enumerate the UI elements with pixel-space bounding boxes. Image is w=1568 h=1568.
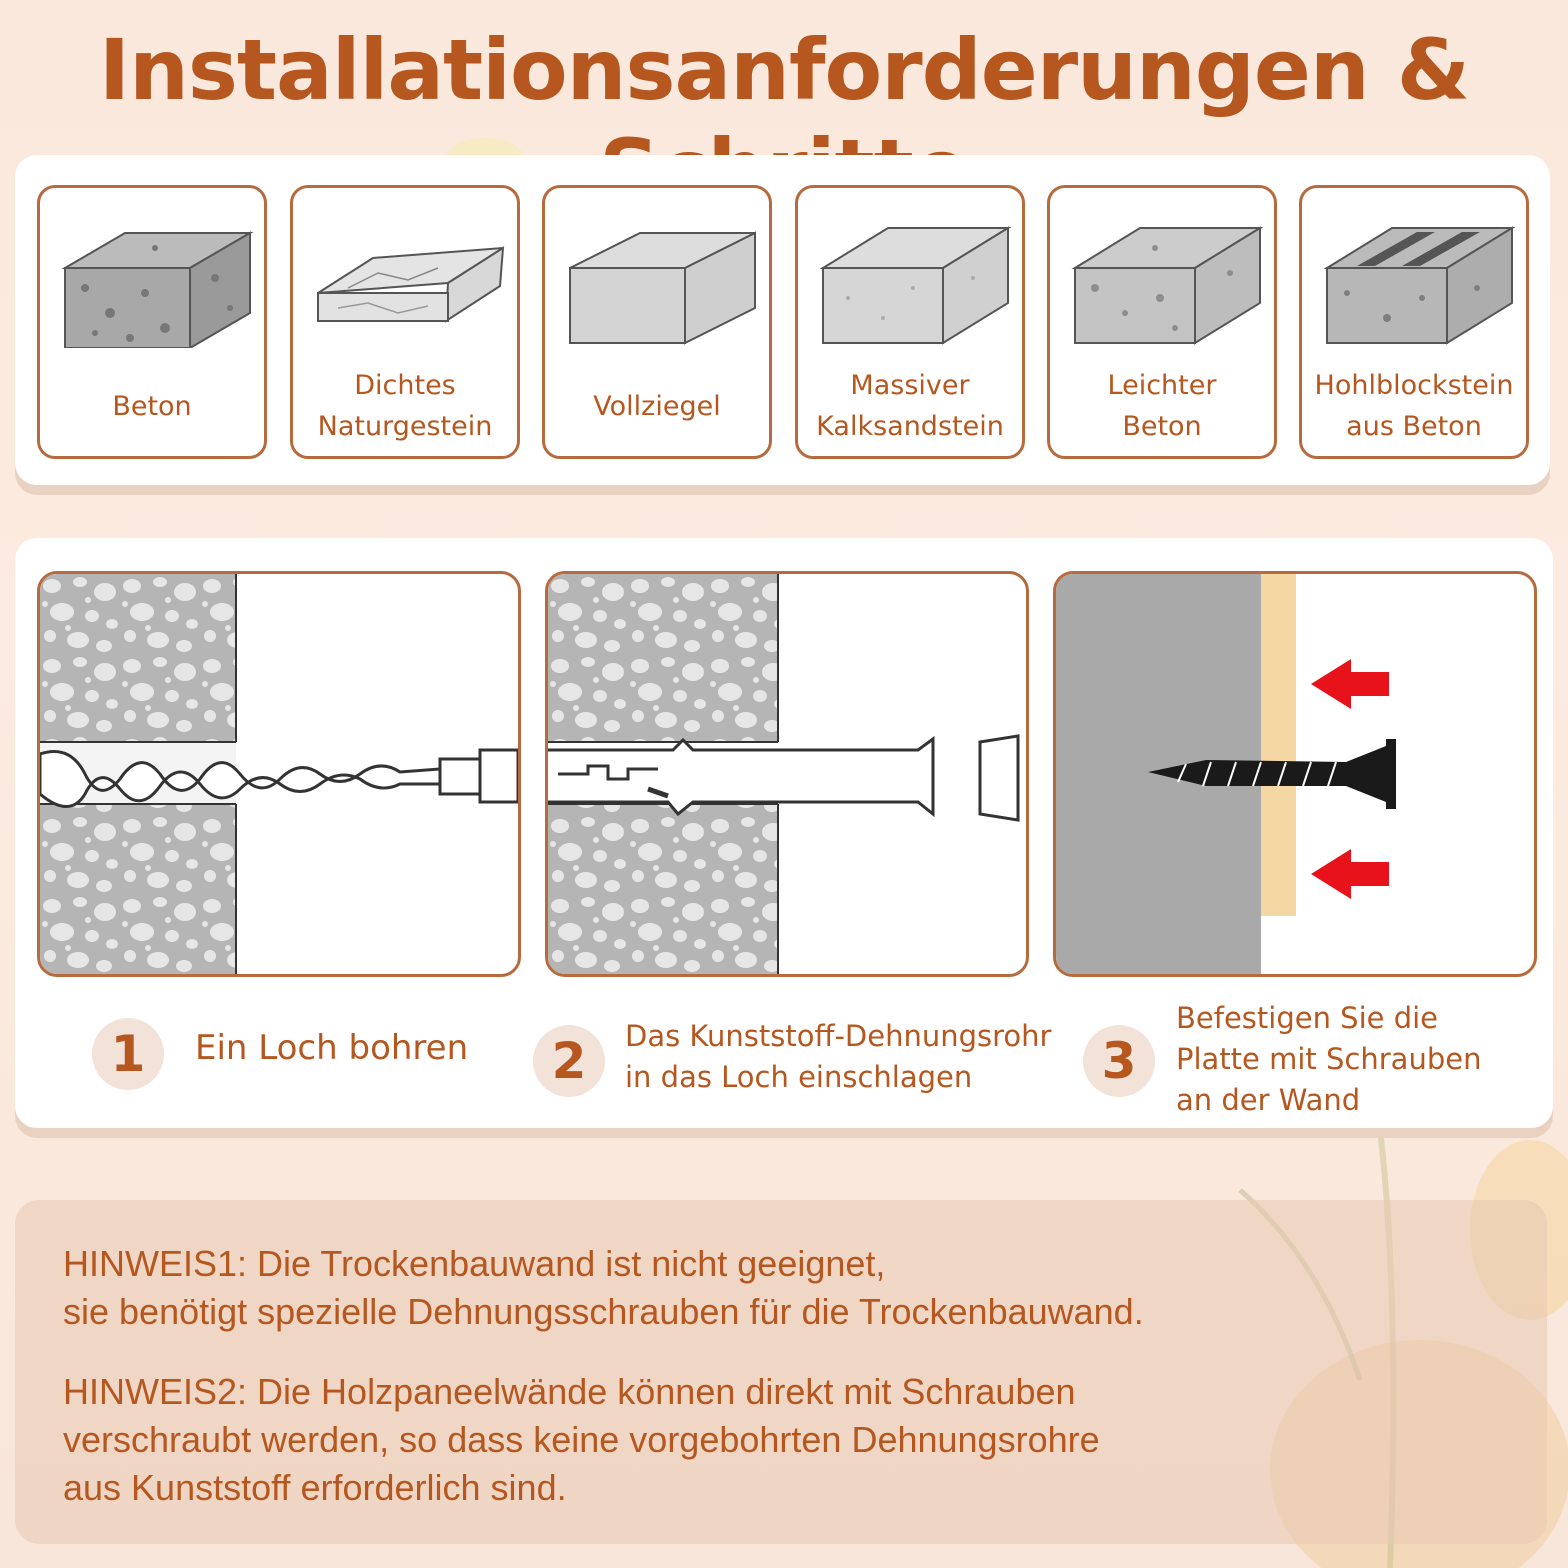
step-3-badge: 3 bbox=[1083, 1025, 1155, 1097]
material-card-beton bbox=[37, 185, 267, 459]
note-2: HINWEIS2: Die Holzpaneelwände können direkt mit Schrauben verschraubt werden, so dass keine vorgebohrten Dehnungsrohre aus Kunststoff erforderlich sind. bbox=[63, 1371, 1100, 1508]
material-card-kalksandstein bbox=[795, 185, 1025, 459]
material-label: Leichter Beton bbox=[1107, 370, 1217, 442]
material-label: Beton bbox=[112, 390, 192, 422]
drill-bit-icon bbox=[40, 574, 518, 974]
material-card-naturgestein bbox=[290, 185, 520, 459]
notes-panel bbox=[15, 1200, 1547, 1544]
step-2-illustration bbox=[545, 571, 1029, 977]
material-card-leichter-beton bbox=[1047, 185, 1277, 459]
suitable-materials-panel bbox=[15, 155, 1550, 485]
sand-lime-brick-icon bbox=[813, 218, 1013, 348]
material-card-vollziegel bbox=[542, 185, 772, 459]
solid-brick-icon bbox=[560, 218, 760, 348]
step-1-illustration bbox=[37, 571, 521, 977]
plastic-anchor-icon bbox=[548, 574, 1026, 974]
screw-icon bbox=[1056, 574, 1534, 974]
hollow-block-icon bbox=[1317, 218, 1517, 348]
page-title: Installationsanforderungen & bbox=[98, 21, 1470, 119]
material-card-hohlblockstein bbox=[1299, 185, 1529, 459]
concrete-block-icon bbox=[55, 218, 255, 348]
material-label: Vollziegel bbox=[593, 390, 721, 422]
installation-steps-panel bbox=[15, 538, 1553, 1128]
material-label: Dichtes Naturgestein bbox=[317, 370, 493, 442]
lightweight-concrete-icon bbox=[1065, 218, 1265, 348]
step-1-text: Ein Loch bohren bbox=[195, 1028, 469, 1068]
material-label: Hohlblockstein aus Beton bbox=[1314, 370, 1514, 442]
step-3-illustration bbox=[1053, 571, 1537, 977]
step-3-text: Befestigen Sie die Platte mit Schrauben an der Wand bbox=[1176, 1001, 1482, 1117]
note-1: HINWEIS1: Die Trockenbauwand ist nicht geeignet, sie benötigt spezielle Dehnungsschrauben für die Trockenbauwand. bbox=[63, 1243, 1144, 1332]
step-1-badge: 1 bbox=[92, 1018, 164, 1090]
natural-stone-icon bbox=[308, 218, 508, 348]
step-2-badge: 2 bbox=[533, 1025, 605, 1097]
step-2-text: Das Kunststoff-Dehnungsrohr in das Loch einschlagen bbox=[625, 1019, 1052, 1094]
material-label: Massiver Kalksandstein bbox=[816, 370, 1004, 442]
